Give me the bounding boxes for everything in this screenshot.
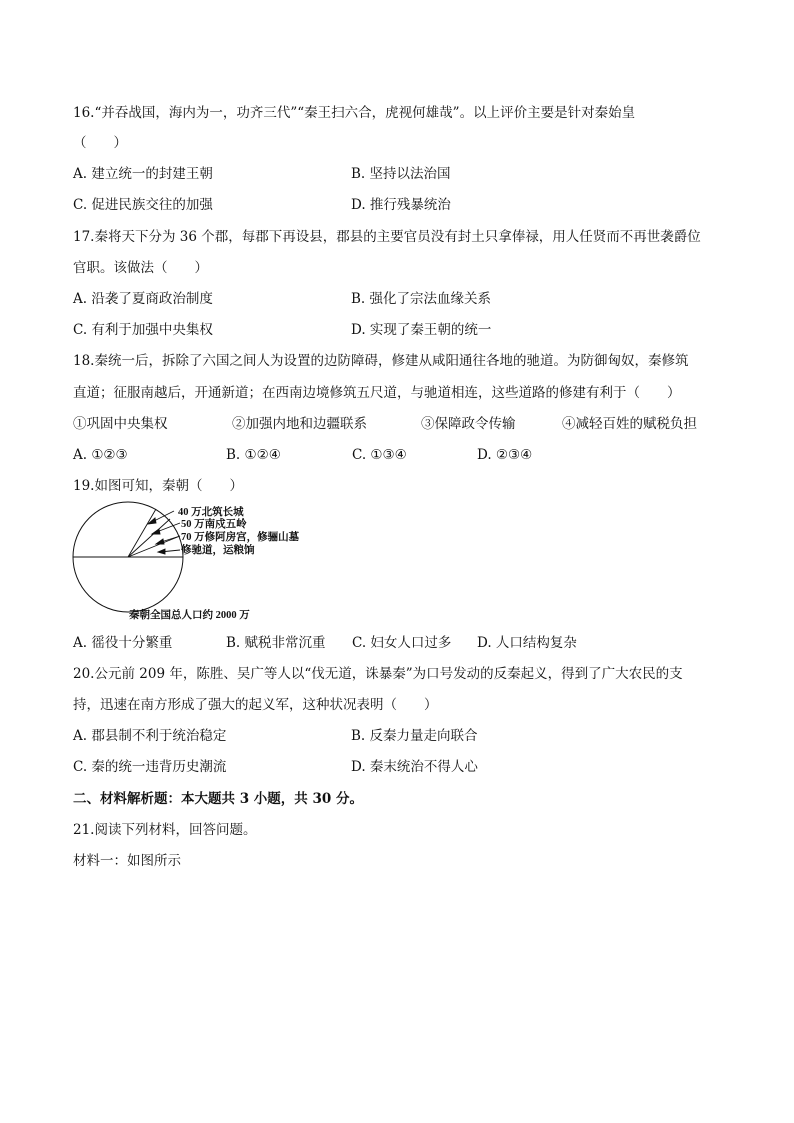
q18-stem-line1: 18.秦统一后，拆除了六国之间人为设置的边防障碍，修建从咸阳通往各地的驰道。为防御匈奴，秦修筑: [73, 353, 689, 369]
pie-radius-3: [128, 536, 180, 557]
q18-item-4: ④减轻百姓的赋税负担: [562, 416, 697, 432]
q16-stem-line1: 16.“并吞战国，海内为一，功齐三代”“秦王扫六合，虎视何雄哉”。以上评价主要是针对秦始皇: [73, 105, 636, 121]
q19-pie-figure: [70, 500, 370, 625]
q18-item-3: ③保障政令传输: [421, 416, 516, 432]
q18-item-1: ①巩固中央集权: [73, 416, 168, 432]
q17-option-d[interactable]: D. 实现了秦王朝的统一: [351, 322, 492, 338]
q17-option-c[interactable]: C. 有利于加强中央集权: [73, 322, 213, 338]
pie-caption: 秦朝全国总人口约 2000 万: [129, 610, 250, 621]
q16-option-b[interactable]: B. 坚持以法治国: [351, 166, 451, 182]
section2-heading: 二、材料解析题：本大题共 3 小题，共 30 分。: [73, 791, 363, 807]
q17-stem-line1: 17.秦将天下分为 36 个郡，每郡下再设县，郡县的主要官员没有封土只拿俸禄，用人任贤而不再世袭爵位: [73, 229, 701, 245]
q20-option-b[interactable]: B. 反秦力量走向联合: [351, 728, 478, 744]
q19-option-d[interactable]: D. 人口结构复杂: [477, 635, 577, 651]
q16-stem-line2: （ ）: [73, 135, 127, 151]
pie-label-great-wall: 40 万北筑长城: [178, 507, 244, 518]
q20-stem-line2: 持，迅速在南方形成了强大的起义军，这种状况表明（ ）: [73, 697, 438, 713]
q20-option-c[interactable]: C. 秦的统一违背历史潮流: [73, 759, 227, 775]
q18-option-c[interactable]: C. ①③④: [352, 447, 407, 463]
q18-option-a[interactable]: A. ①②③: [73, 447, 128, 463]
leader-arrowhead-2: [152, 529, 160, 534]
q18-item-2: ②加强内地和边疆联系: [232, 416, 367, 432]
pie-radius-1: [128, 509, 156, 557]
q18-stem-line2: 直道；征服南越后，开通新道；在西南边境修筑五尺道，与驰道相连，这些道路的修建有利于（ ）: [73, 385, 681, 401]
material1-label: 材料一：如图所示: [73, 853, 181, 869]
pie-label-five-ridges: 50 万南戍五岭: [181, 519, 247, 530]
q16-option-d[interactable]: D. 推行残暴统治: [351, 197, 451, 213]
q19-option-c[interactable]: C. 妇女人口过多: [352, 635, 452, 651]
q18-option-d[interactable]: D. ②③④: [477, 447, 533, 463]
q21-stem: 21.阅读下列材料，回答问题。: [73, 822, 257, 838]
q17-option-b[interactable]: B. 强化了宗法血缘关系: [351, 291, 492, 307]
q20-option-d[interactable]: D. 秦末统治不得人心: [351, 759, 478, 775]
q19-option-b[interactable]: B. 赋税非常沉重: [226, 635, 326, 651]
q19-stem: 19.如图可知，秦朝（ ）: [73, 478, 243, 494]
q16-option-a[interactable]: A. 建立统一的封建王朝: [73, 166, 213, 182]
q16-option-c[interactable]: C. 促进民族交往的加强: [73, 197, 213, 213]
q17-option-a[interactable]: A. 沿袭了夏商政治制度: [73, 291, 213, 307]
pie-label-palace-tomb: 70 万修阿房宫，修骊山墓: [181, 532, 300, 543]
leader-arrowhead-4: [158, 549, 165, 554]
q19-option-a[interactable]: A. 徭役十分繁重: [73, 635, 173, 651]
q20-option-a[interactable]: A. 郡县制不利于统治稳定: [73, 728, 227, 744]
q18-option-b[interactable]: B. ①②④: [226, 447, 281, 463]
leader-arrowhead-3: [156, 539, 164, 544]
pie-label-roads-grain: 修驰道，运粮饷: [181, 545, 255, 556]
q17-stem-line2: 官职。该做法（ ）: [73, 260, 208, 276]
q20-stem-line1: 20.公元前 209 年，陈胜、吴广等人以“伐无道，诛暴秦”为口号发动的反秦起义，得到了广大农民的支: [73, 666, 683, 682]
